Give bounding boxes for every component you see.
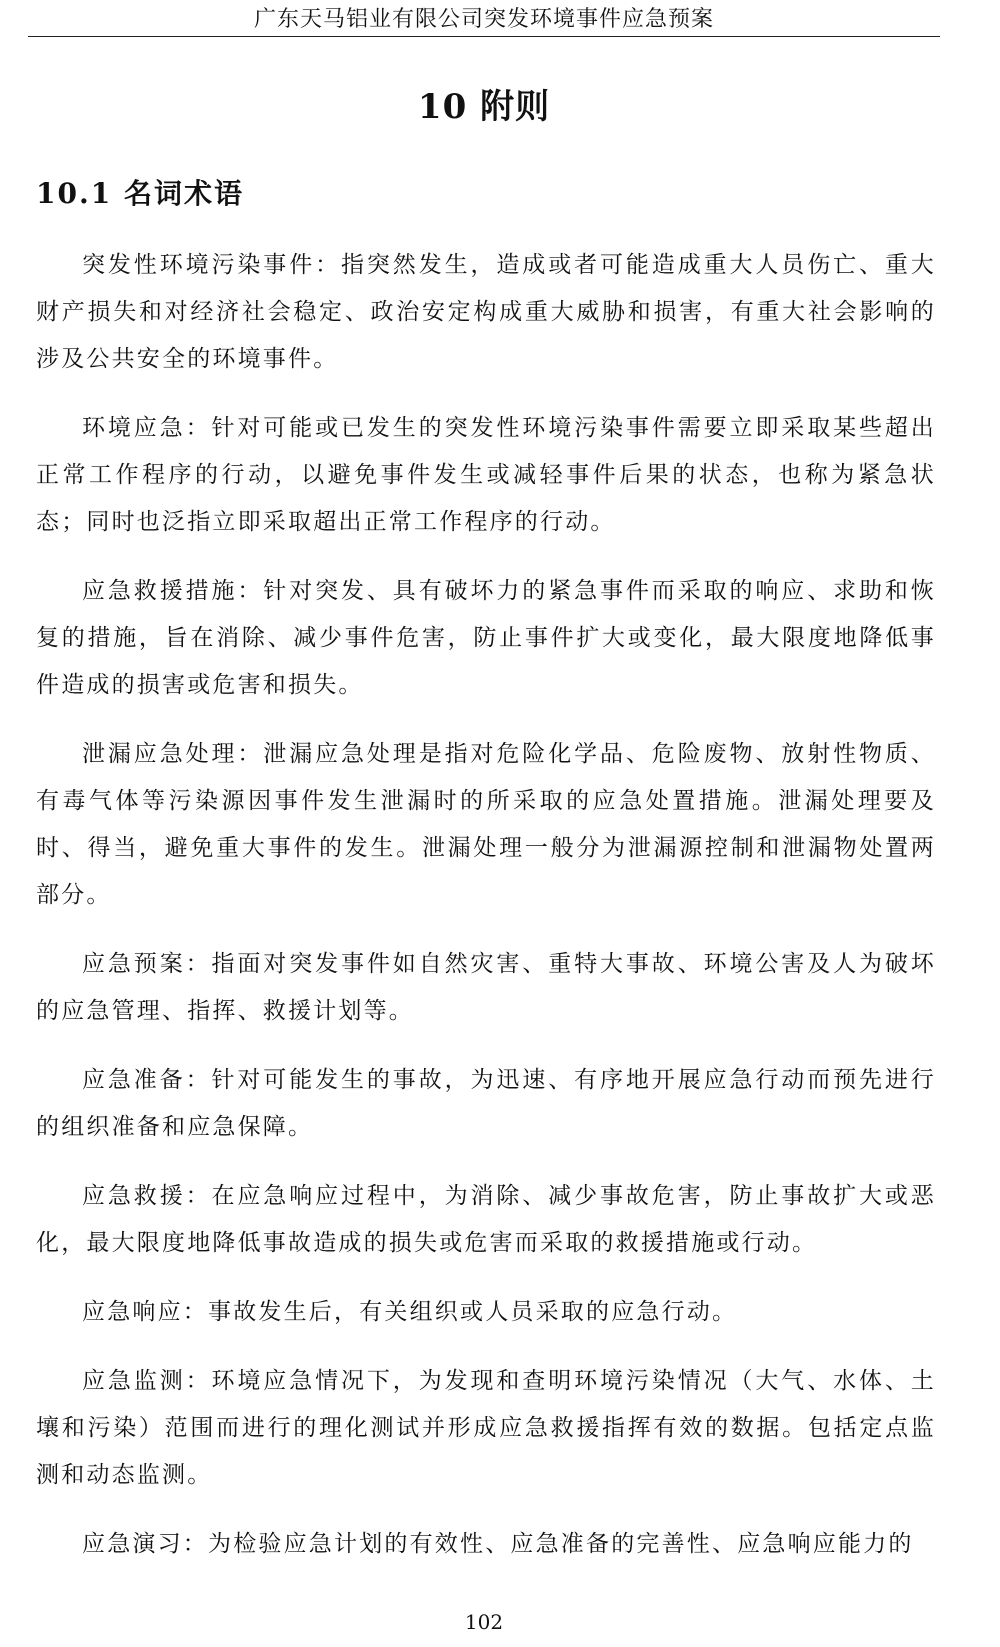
paragraph-sudden-pollution-event: 突发性环境污染事件：指突然发生，造成或者可能造成重大人员伤亡、重大财产损失和对经济社会稳定、政治安定构成重大威胁和损害，有重大社会影响的涉及公共安全的环境事件。 (36, 252, 936, 372)
paragraph-emergency-preparation: 应急准备：针对可能发生的事故，为迅速、有序地开展应急行动而预先进行的组织准备和应急保障。 (36, 1067, 936, 1140)
paragraph-emergency-plan: 应急预案：指面对突发事件如自然灾害、重特大事故、环境公害及人为破坏的应急管理、指挥、救援计划等。 (36, 951, 936, 1024)
paragraph-emergency-monitoring: 应急监测：环境应急情况下，为发现和查明环境污染情况（大气、水体、土壤和污染）范围而进行的理化测试并形成应急救援指挥有效的数据。包括定点监测和动态监测。 (36, 1368, 936, 1488)
header-divider (28, 36, 940, 37)
paragraph-environmental-emergency: 环境应急：针对可能或已发生的突发性环境污染事件需要立即采取某些超出正常工作程序的行动，以避免事件发生或减轻事件后果的状态，也称为紧急状态；同时也泛指立即采取超出正常工作程序的行动。 (36, 415, 936, 535)
chapter-title: 10 附则 (417, 87, 551, 127)
paragraph-emergency-drill: 应急演习：为检验应急计划的有效性、应急准备的完善性、应急响应能力的 (82, 1531, 914, 1557)
paragraph-rescue-measures: 应急救援措施：针对突发、具有破坏力的紧急事件而采取的响应、求助和恢复的措施，旨在消除、减少事件危害，防止事件扩大或变化，最大限度地降低事件造成的损害或危害和损失。 (36, 578, 936, 698)
page-number: 102 (464, 1610, 504, 1634)
paragraph-emergency-response: 应急响应：事故发生后，有关组织或人员采取的应急行动。 (82, 1299, 738, 1325)
running-header: 广东天马铝业有限公司突发环境事件应急预案 (253, 7, 714, 32)
paragraph-leak-handling: 泄漏应急处理：泄漏应急处理是指对危险化学品、危险废物、放射性物质、有毒气体等污染源因事件发生泄漏时的所采取的应急处置措施。泄漏处理要及时、得当，避免重大事件的发生。泄漏处理一般分为泄漏源控制和泄漏物处置两部分。 (36, 741, 936, 908)
paragraph-emergency-rescue: 应急救援：在应急响应过程中，为消除、减少事故危害，防止事故扩大或恶化，最大限度地降低事故造成的损失或危害而采取的救援措施或行动。 (36, 1183, 936, 1256)
document-body (36, 242, 936, 1590)
section-title: 10.1 名词术语 (36, 177, 244, 210)
